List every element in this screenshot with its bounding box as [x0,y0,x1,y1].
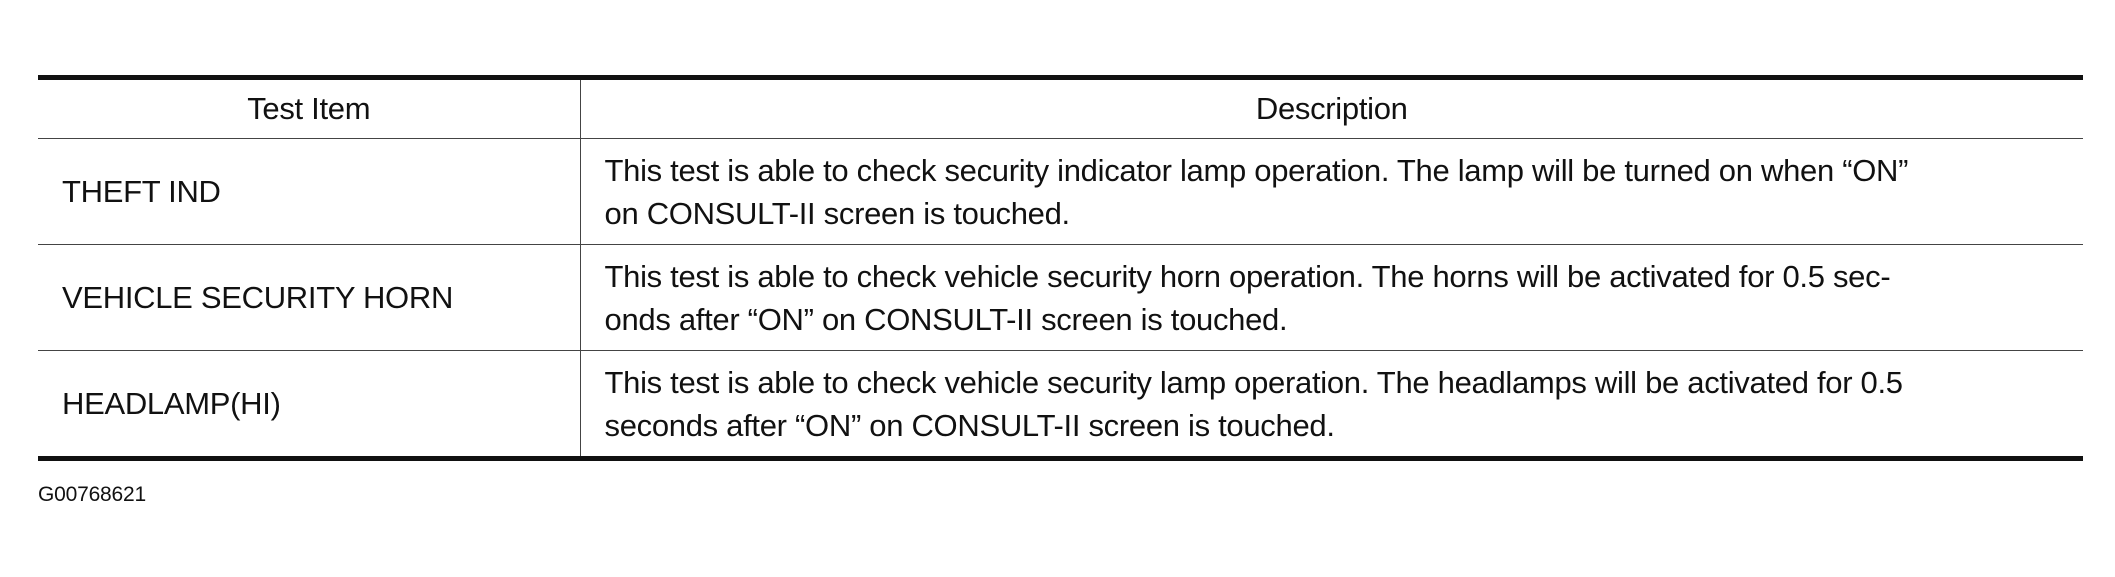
header-description: Description [580,78,2083,139]
table-row [38,245,2083,351]
description-line: on CONSULT-II screen is touched. [604,195,1070,231]
test-item-cell: VEHICLE SECURITY HORN [38,245,580,351]
header-test-item: Test Item [38,78,580,139]
description-cell [580,139,2083,245]
table-header-row [38,78,2083,139]
test-item-table [38,75,2083,461]
description-line: This test is able to check security indicator lamp operation. The lamp will be turned on when “ON” [604,152,1909,188]
test-item-cell: THEFT IND [38,139,580,245]
figure-id: G00768621 [38,483,146,506]
table-row [38,351,2083,459]
description-line: seconds after “ON” on CONSULT-II screen is touched. [604,407,1335,443]
table-row [38,139,2083,245]
description-line: This test is able to check vehicle security horn operation. The horns will be activated for 0.5 sec- [604,258,1891,294]
test-item-cell: HEADLAMP(HI) [38,351,580,459]
description-cell [580,351,2083,459]
description-line: onds after “ON” on CONSULT-II screen is touched. [604,301,1288,337]
description-line: This test is able to check vehicle security lamp operation. The headlamps will be activated for 0.5 [604,364,1903,400]
description-cell [580,245,2083,351]
